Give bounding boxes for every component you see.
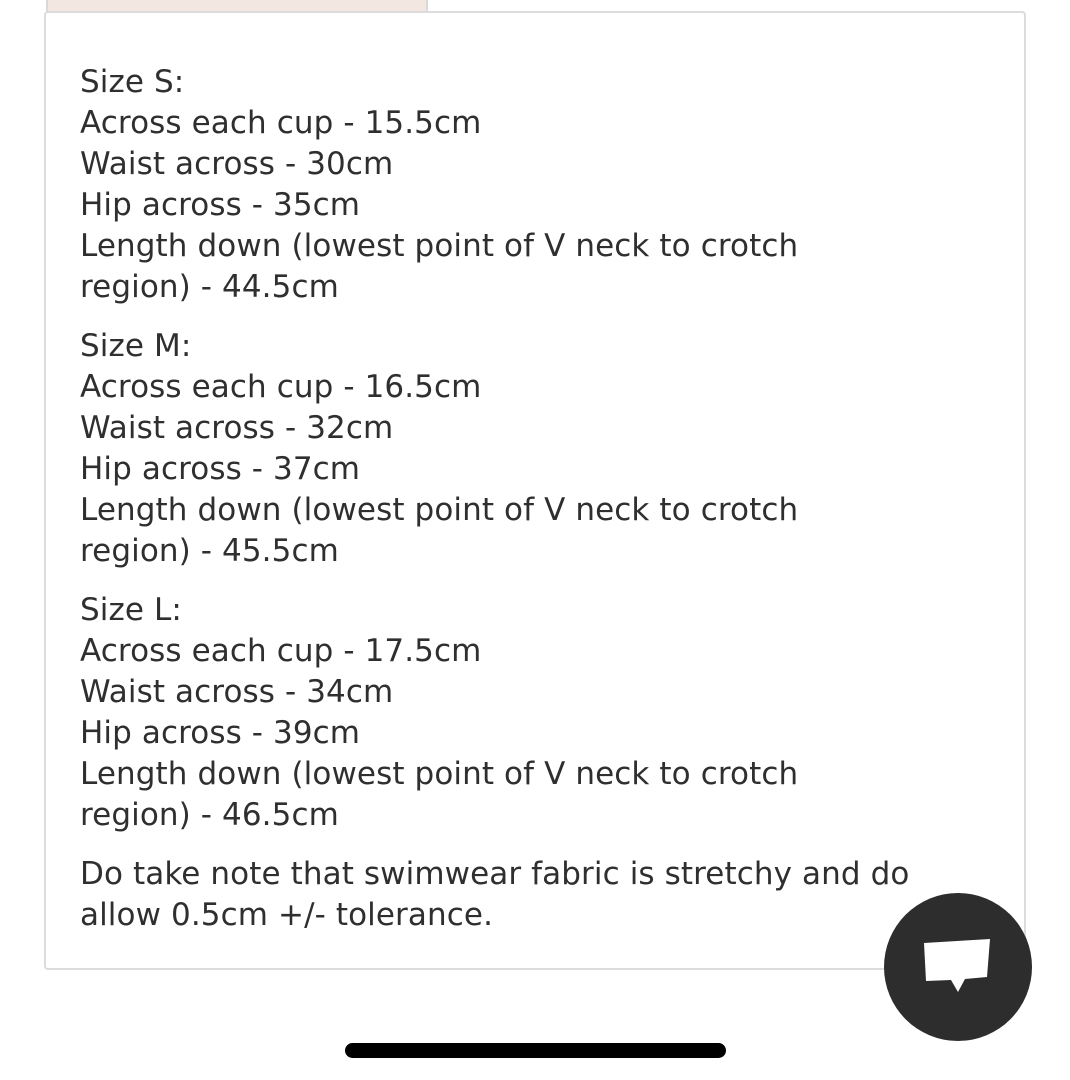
size-s-cup-measurement: Across each cup - 15.5cm	[80, 105, 482, 141]
size-m-hip-measurement: Hip across - 37cm	[80, 451, 361, 487]
size-s-waist-measurement: Waist across - 30cm	[80, 146, 394, 182]
size-m-length-measurement: Length down (lowest point of V neck to crotch region) - 45.5cm	[80, 492, 799, 569]
size-s-length-measurement: Length down (lowest point of V neck to crotch region) - 44.5cm	[80, 228, 799, 305]
description-content	[80, 62, 1000, 936]
size-s-block	[80, 62, 1000, 308]
size-l-cup-measurement: Across each cup - 17.5cm	[80, 633, 482, 669]
chat-icon	[920, 937, 994, 995]
size-l-length-measurement: Length down (lowest point of V neck to crotch region) - 46.5cm	[80, 756, 799, 833]
size-m-cup-measurement: Across each cup - 16.5cm	[80, 369, 482, 405]
description-card	[44, 11, 1026, 970]
size-l-heading: Size L:	[80, 592, 182, 628]
size-l-hip-measurement: Hip across - 39cm	[80, 715, 361, 751]
size-s-heading: Size S:	[80, 64, 185, 100]
chat-button[interactable]	[884, 893, 1032, 1041]
size-s-hip-measurement: Hip across - 35cm	[80, 187, 361, 223]
size-m-waist-measurement: Waist across - 32cm	[80, 410, 394, 446]
size-l-waist-measurement: Waist across - 34cm	[80, 674, 394, 710]
size-l-block	[80, 590, 1000, 836]
size-m-heading: Size M:	[80, 328, 192, 364]
home-indicator	[345, 1043, 726, 1058]
fabric-tolerance-note: Do take note that swimwear fabric is stretchy and do allow 0.5cm +/- tolerance.	[80, 856, 910, 933]
size-m-block	[80, 326, 1000, 572]
